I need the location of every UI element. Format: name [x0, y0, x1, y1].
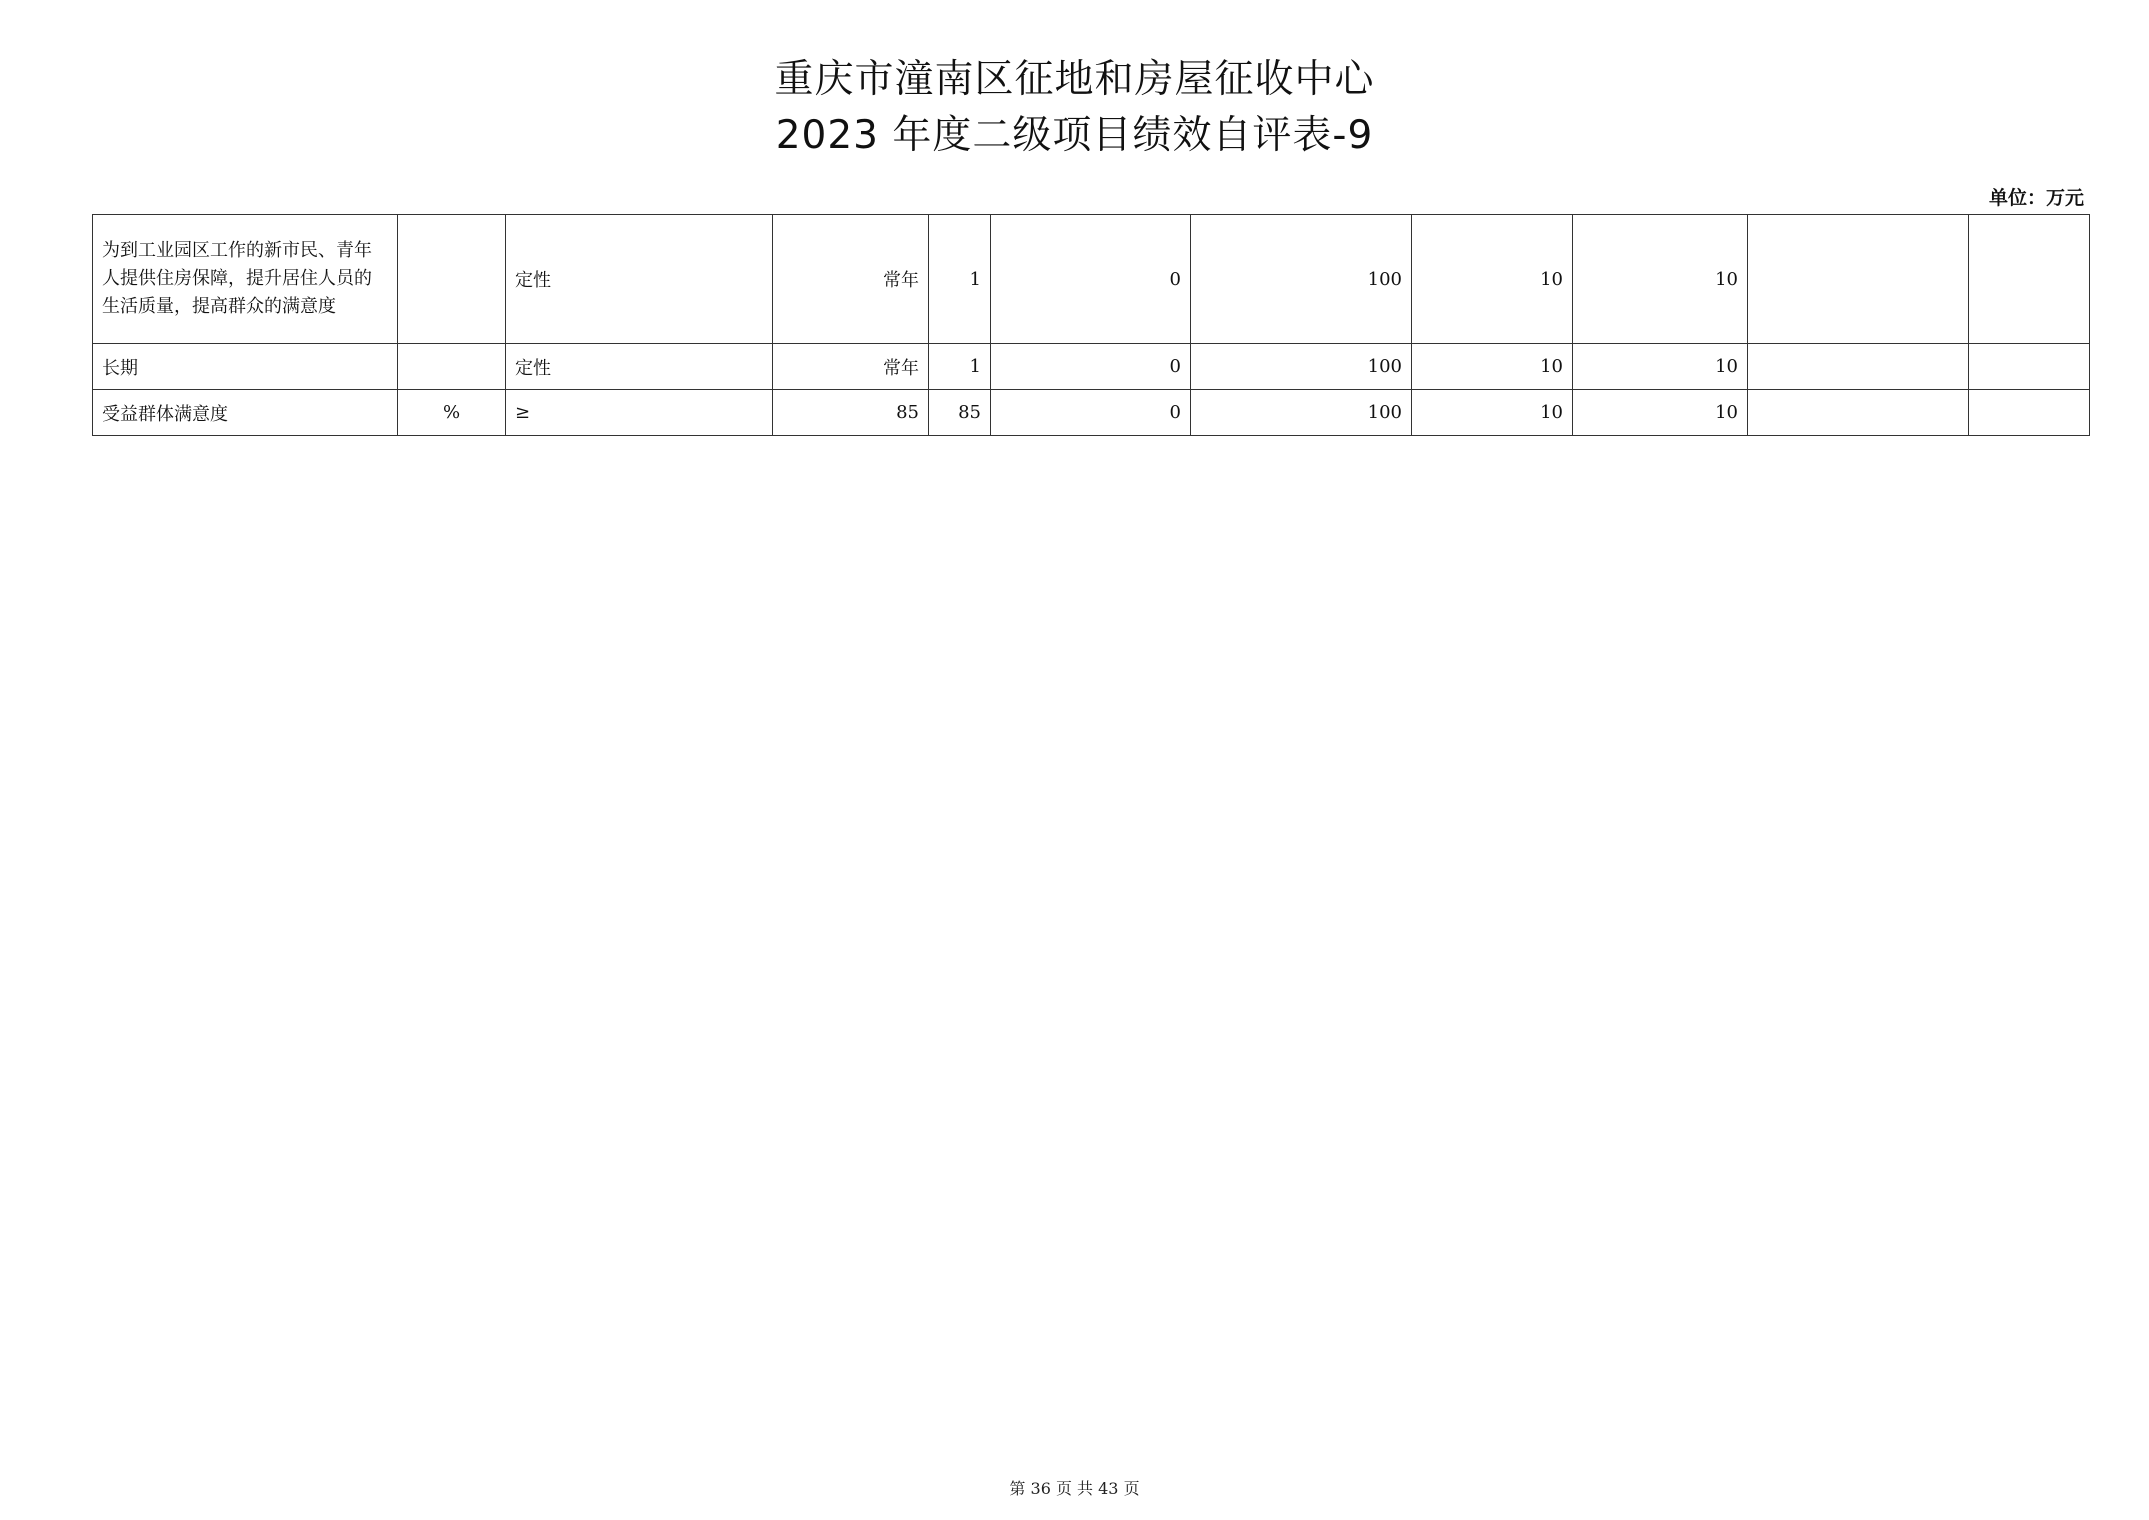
page-number: 第 36 页 共 43 页	[1009, 1479, 1140, 1498]
unit-cell	[398, 215, 506, 344]
page-title: 重庆市潼南区征地和房屋征收中心	[774, 57, 1375, 102]
completion-cell: 100	[1191, 390, 1412, 436]
target-cell: 常年	[773, 215, 929, 344]
table-row	[93, 390, 2090, 436]
score-full-cell: 10	[1412, 390, 1573, 436]
table-row	[93, 344, 2090, 390]
weight-cell: 0	[991, 390, 1191, 436]
weight-cell: 0	[991, 215, 1191, 344]
page-subtitle: 2023 年度二级项目绩效自评表-9	[775, 113, 1374, 158]
nature-cell: 定性	[506, 344, 773, 390]
completion-cell: 100	[1191, 215, 1412, 344]
page-title-block	[0, 52, 2149, 164]
unit-cell	[398, 344, 506, 390]
score-cell: 10	[1573, 344, 1748, 390]
weight-cell: 0	[991, 344, 1191, 390]
nature-cell: 定性	[506, 215, 773, 344]
score-cell: 10	[1573, 390, 1748, 436]
note-cell	[1969, 344, 2090, 390]
unit-cell: %	[398, 390, 506, 436]
indicator-cell: 受益群体满意度	[93, 390, 398, 436]
score-full-cell: 10	[1412, 344, 1573, 390]
actual-cell: 1	[929, 215, 991, 344]
target-cell: 85	[773, 390, 929, 436]
score-full-cell: 10	[1412, 215, 1573, 344]
table-row	[93, 215, 2090, 344]
note-cell	[1969, 390, 2090, 436]
reason-cell	[1748, 390, 1969, 436]
indicator-cell: 长期	[93, 344, 398, 390]
nature-cell: ≥	[506, 390, 773, 436]
score-cell: 10	[1573, 215, 1748, 344]
unit-label: 单位：万元	[1988, 187, 2084, 209]
reason-cell	[1748, 344, 1969, 390]
actual-cell: 1	[929, 344, 991, 390]
indicator-cell: 为到工业园区工作的新市民、青年人提供住房保障，提升居住人员的生活质量，提高群众的满意度	[93, 215, 398, 344]
actual-cell: 85	[929, 390, 991, 436]
completion-cell: 100	[1191, 344, 1412, 390]
note-cell	[1969, 215, 2090, 344]
performance-table	[92, 214, 2090, 436]
reason-cell	[1748, 215, 1969, 344]
target-cell: 常年	[773, 344, 929, 390]
